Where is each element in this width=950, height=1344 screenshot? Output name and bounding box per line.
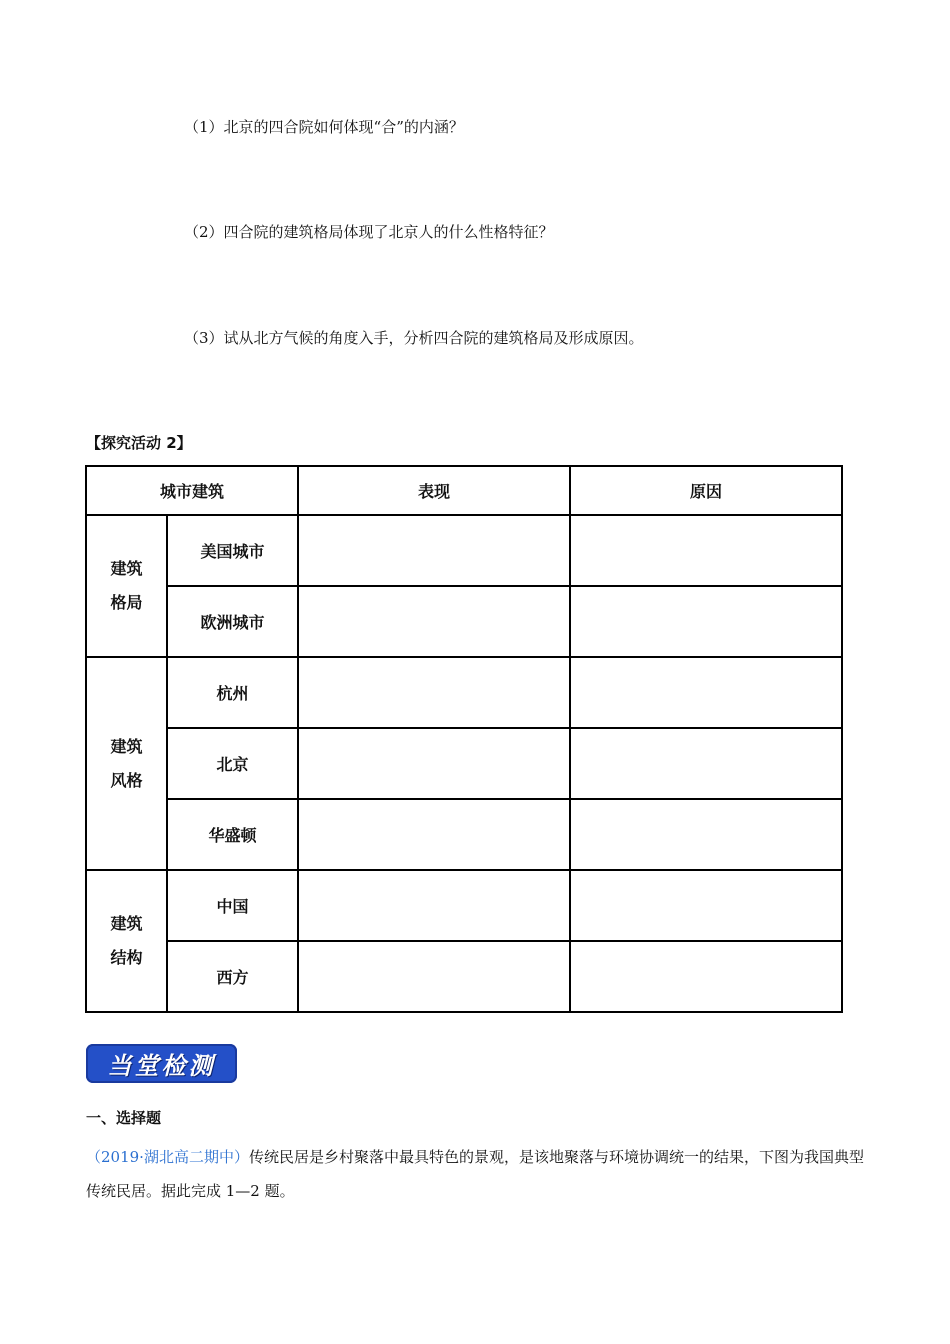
group-label-line: 建筑 <box>110 914 143 933</box>
blank-cell[interactable] <box>570 586 842 657</box>
blank-cell[interactable] <box>298 515 570 586</box>
table-row <box>86 515 842 586</box>
blank-cell[interactable] <box>298 586 570 657</box>
blank-cell[interactable] <box>570 941 842 1012</box>
city-architecture-table <box>85 465 843 1013</box>
group-label-line: 结构 <box>110 948 143 967</box>
blank-cell[interactable] <box>298 941 570 1012</box>
group-label-line: 风格 <box>110 770 143 790</box>
blank-cell[interactable] <box>570 657 842 728</box>
blank-cell[interactable] <box>298 728 570 799</box>
section-heading: 一、选择题 <box>86 1109 162 1127</box>
row-label: 杭州 <box>167 657 298 728</box>
row-label: 华盛顿 <box>167 799 298 870</box>
header-reason: 原因 <box>570 466 842 515</box>
row-label: 中国 <box>167 870 298 941</box>
group-label-line: 建筑 <box>110 559 143 578</box>
row-label: 美国城市 <box>167 515 298 586</box>
row-label: 西方 <box>167 941 298 1012</box>
blank-cell[interactable] <box>570 728 842 799</box>
group-label-layout <box>86 515 167 657</box>
blank-cell[interactable] <box>298 870 570 941</box>
group-label-line: 建筑 <box>110 736 143 756</box>
group-label-line: 格局 <box>110 593 143 612</box>
blank-cell[interactable] <box>298 799 570 870</box>
paragraph-text: 传统民居是乡村聚落中最具特色的景观，是该地聚落与环境协调统一的结果，下图为我国典型传统民居。据此完成 1—2 题。 <box>86 1148 864 1200</box>
table-row <box>86 941 842 1012</box>
table-row <box>86 657 842 728</box>
question-paragraph <box>86 1140 866 1208</box>
blank-cell[interactable] <box>298 657 570 728</box>
question-3: （3）试从北方气候的角度入手，分析四合院的建筑格局及形成原因。 <box>184 329 644 347</box>
table-row <box>86 728 842 799</box>
blank-cell[interactable] <box>570 799 842 870</box>
question-2: （2）四合院的建筑格局体现了北京人的什么性格特征？ <box>184 223 554 241</box>
activity-title: 【探究活动 2】 <box>86 434 192 452</box>
source-tag[interactable]: （2019·湖北高二期中） <box>86 1148 249 1166</box>
question-1: （1）北京的四合院如何体现“合”的内涵？ <box>184 118 464 136</box>
badge-label: 当堂检测 <box>107 1052 216 1080</box>
row-label: 北京 <box>167 728 298 799</box>
header-city-architecture: 城市建筑 <box>86 466 298 515</box>
table-row <box>86 799 842 870</box>
row-label: 欧洲城市 <box>167 586 298 657</box>
group-label-style <box>86 657 167 870</box>
blank-cell[interactable] <box>570 515 842 586</box>
table-header-row <box>86 466 842 515</box>
table-row <box>86 586 842 657</box>
header-performance: 表现 <box>298 466 570 515</box>
in-class-test-badge <box>86 1044 237 1083</box>
blank-cell[interactable] <box>570 870 842 941</box>
table-row <box>86 870 842 941</box>
group-label-structure <box>86 870 167 1012</box>
